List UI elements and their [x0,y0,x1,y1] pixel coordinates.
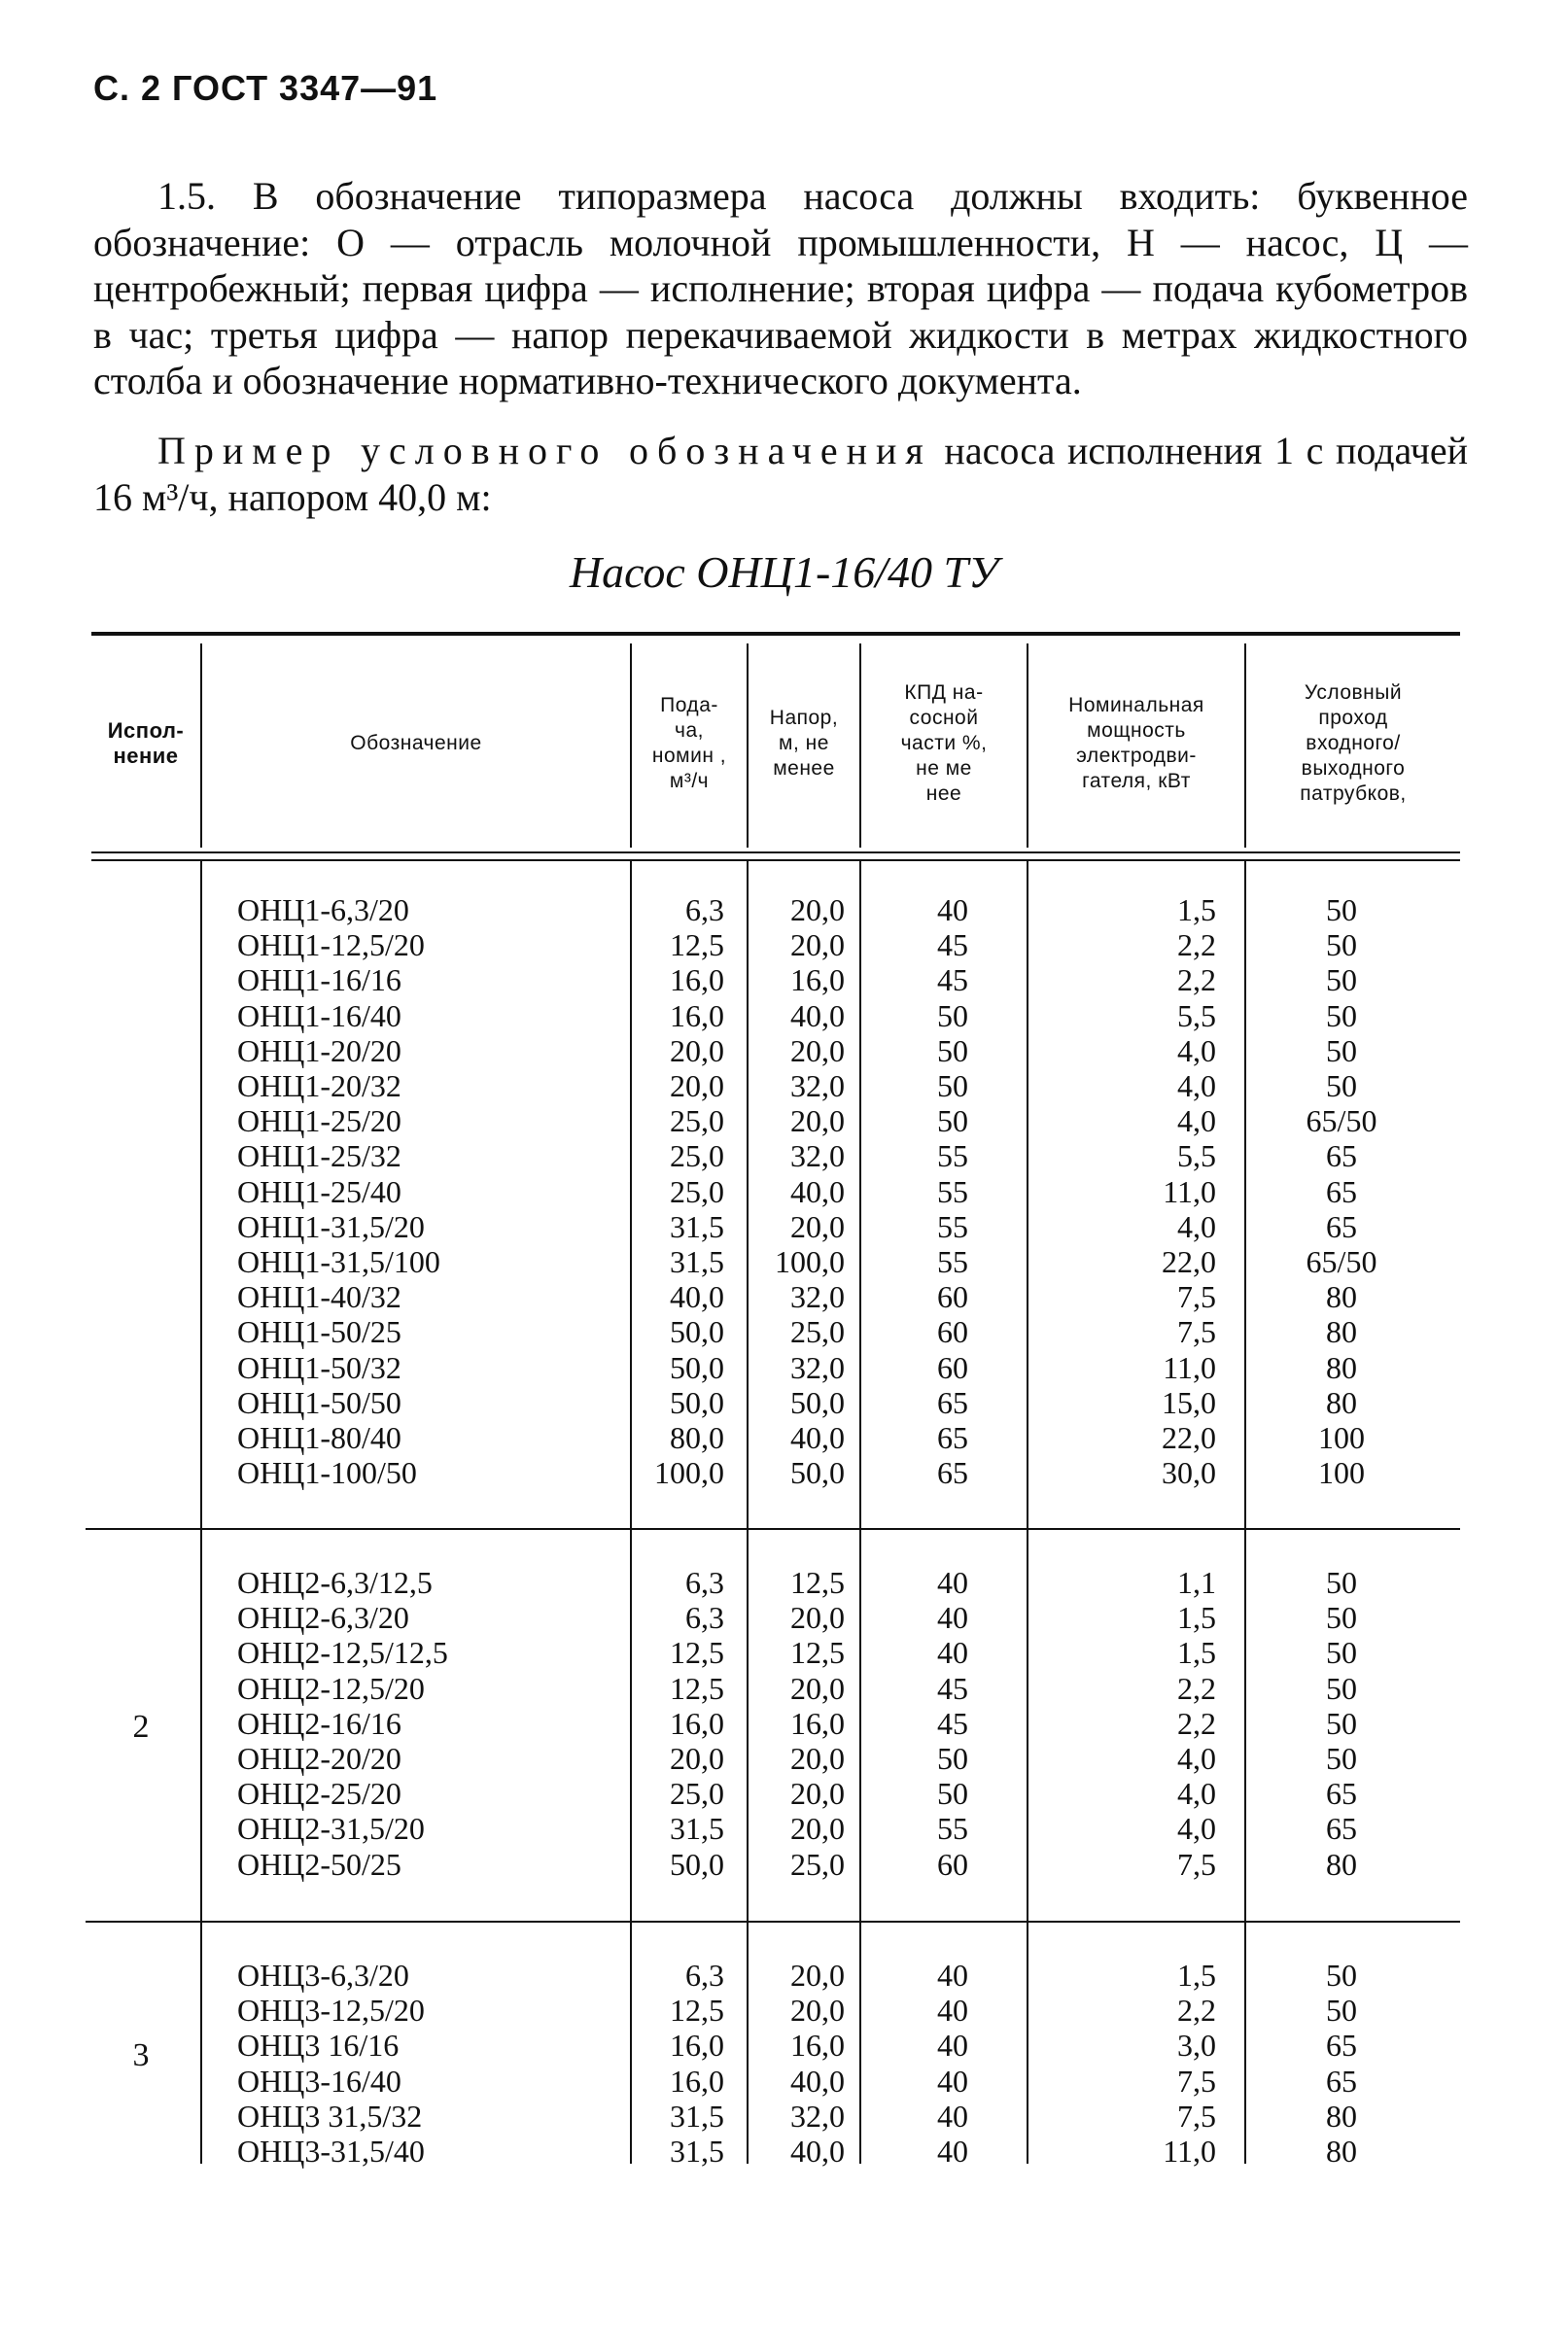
power-cell: 2,2 [1177,1705,1216,1741]
efficiency-cell: 40 [937,892,968,927]
header-designation: Обозначение [350,732,482,754]
power-cell: 4,0 [1177,1103,1216,1139]
efficiency-cell: 40 [937,1565,968,1600]
table-row [0,1811,1568,1846]
designation-cell: ОНЦ1-100/50 [237,1455,417,1491]
power-cell: 1,5 [1177,1600,1216,1636]
feed-cell: 100,0 [654,1455,724,1491]
head-cell: 20,0 [790,1600,845,1636]
table-row [0,2028,1568,2063]
table-row [0,998,1568,1033]
designation-cell: ОНЦ2-16/16 [237,1705,401,1741]
table-row [0,1138,1568,1173]
efficiency-cell: 55 [937,1208,968,1244]
table-row [0,1600,1568,1635]
feed-cell: 80,0 [670,1420,724,1455]
efficiency-cell: 45 [937,927,968,963]
feed-cell: 20,0 [670,1032,724,1068]
power-cell: 4,0 [1177,1032,1216,1068]
power-cell: 2,2 [1177,1670,1216,1706]
paragraph-1-5: 1.5. В обозначение типоразмера насоса должны входить: буквенное обозначение: О — отрасль молочной промышленности, Н — насос, Ц — центробежный; первая цифра — исполнение; вторая цифра — подача кубометров в час; третья цифра — напор перекачиваемой жидкости в метрах жидкостного столба и обозначение нормативно-технического документа. [93,174,1468,402]
pipe-cell: 65 [1326,1138,1357,1174]
group-label-2: 2 [132,1709,150,1745]
feed-cell: 50,0 [670,1349,724,1385]
pipe-cell: 50 [1326,1958,1357,1993]
efficiency-cell: 40 [937,1993,968,2029]
head-cell: 50,0 [790,1384,845,1420]
header-power: Номинальная мощность электродви- гателя, кВт [1068,694,1204,792]
power-cell: 4,0 [1177,1776,1216,1812]
designation-cell: ОНЦ3 16/16 [237,2028,400,2064]
designation-cell: ОНЦ1-25/40 [237,1173,401,1209]
head-cell: 12,5 [790,1635,845,1671]
power-cell: 7,5 [1177,1314,1216,1350]
pipe-cell: 65 [1326,1811,1357,1847]
table-row [0,1350,1568,1385]
table-row [0,1174,1568,1209]
paragraph-example [93,428,1468,520]
designation-cell: ОНЦ1-16/40 [237,997,401,1033]
designation-cell: ОНЦ2-6,3/12,5 [237,1565,433,1600]
pipe-cell: 65 [1326,1776,1357,1812]
designation-cell: ОНЦ2-12,5/12,5 [237,1635,448,1671]
power-cell: 2,2 [1177,962,1216,998]
designation-cell: ОНЦ2-31,5/20 [237,1811,425,1847]
group-rule-3 [86,1921,1460,1923]
efficiency-cell: 40 [937,2063,968,2099]
designation-cell: ОНЦ2-12,5/20 [237,1670,425,1706]
pipe-cell: 80 [1326,1846,1357,1882]
efficiency-cell: 55 [937,1244,968,1279]
feed-cell: 31,5 [670,2098,724,2134]
efficiency-cell: 40 [937,2028,968,2064]
pipe-cell: 65 [1326,2063,1357,2099]
designation-cell: ОНЦ3-12,5/20 [237,1993,425,2029]
pipe-cell: 65/50 [1306,1244,1377,1279]
head-cell: 20,0 [790,1811,845,1847]
table-row [0,1385,1568,1420]
feed-cell: 12,5 [670,1993,724,2029]
power-cell: 15,0 [1162,1384,1216,1420]
power-cell: 7,5 [1177,2098,1216,2134]
feed-cell: 31,5 [670,1811,724,1847]
table-row [0,2134,1568,2169]
efficiency-cell: 50 [937,1776,968,1812]
table-row [0,927,1568,962]
feed-cell: 50,0 [670,1846,724,1882]
head-cell: 32,0 [790,2098,845,2134]
table-row [0,1103,1568,1138]
table-row [0,1958,1568,1993]
pipe-cell: 50 [1326,962,1357,998]
table-row [0,1741,1568,1776]
efficiency-cell: 40 [937,2134,968,2169]
power-cell: 1,1 [1177,1565,1216,1600]
table-row [0,1635,1568,1670]
head-cell: 32,0 [790,1349,845,1385]
pipe-cell: 65 [1326,1173,1357,1209]
table-row [0,2099,1568,2134]
efficiency-cell: 45 [937,962,968,998]
pipe-cell: 80 [1326,1314,1357,1350]
table-row [0,1455,1568,1490]
table-header-rule-2 [91,859,1460,861]
pipe-cell: 50 [1326,927,1357,963]
feed-cell: 40,0 [670,1279,724,1315]
feed-cell: 16,0 [670,1705,724,1741]
feed-cell: 50,0 [670,1384,724,1420]
designation-cell: ОНЦ1-50/50 [237,1384,401,1420]
table-row [0,1565,1568,1600]
feed-cell: 6,3 [685,1958,724,1993]
pipe-cell: 65/50 [1306,1103,1377,1139]
efficiency-cell: 65 [937,1384,968,1420]
designation-cell: ОНЦ1-12,5/20 [237,927,425,963]
table-row [0,1671,1568,1706]
designation-cell: ОНЦ2-6,3/20 [237,1600,409,1636]
head-cell: 40,0 [790,1173,845,1209]
head-cell: 40,0 [790,2134,845,2169]
head-cell: 20,0 [790,1776,845,1812]
pipe-cell: 50 [1326,1670,1357,1706]
head-cell: 25,0 [790,1846,845,1882]
head-cell: 20,0 [790,892,845,927]
power-cell: 3,0 [1177,2028,1216,2064]
power-cell: 1,5 [1177,892,1216,927]
pipe-cell: 50 [1326,892,1357,927]
power-cell: 11,0 [1163,1173,1216,1209]
efficiency-cell: 50 [937,1103,968,1139]
table-row [0,1993,1568,2028]
power-cell: 22,0 [1162,1420,1216,1455]
designation-cell: ОНЦ1-25/32 [237,1138,401,1174]
head-cell: 32,0 [790,1279,845,1315]
header-execution: Испол- нение [107,718,185,768]
table-row [0,1420,1568,1455]
efficiency-cell: 65 [937,1455,968,1491]
power-cell: 2,2 [1177,1993,1216,2029]
feed-cell: 16,0 [670,2063,724,2099]
feed-cell: 25,0 [670,1138,724,1174]
power-cell: 4,0 [1177,1741,1216,1776]
table-row [0,1706,1568,1741]
feed-cell: 12,5 [670,1670,724,1706]
designation-cell: ОНЦ1-50/32 [237,1349,401,1385]
table-row [0,1244,1568,1279]
pipe-cell: 50 [1326,997,1357,1033]
efficiency-cell: 55 [937,1138,968,1174]
table-row [0,1279,1568,1314]
group-rule-2 [86,1528,1460,1530]
example-rest: насоса исполнения 1 с подачей 16 м³/ч, напором 40,0 м: [93,429,1468,519]
table-header-rule [91,851,1460,853]
head-cell: 20,0 [790,1032,845,1068]
designation-cell: ОНЦ1-40/32 [237,1279,401,1315]
pipe-cell: 50 [1326,1741,1357,1776]
feed-cell: 16,0 [670,2028,724,2064]
head-cell: 20,0 [790,1993,845,2029]
efficiency-cell: 50 [937,1032,968,1068]
feed-cell: 31,5 [670,1208,724,1244]
head-cell: 20,0 [790,1958,845,1993]
power-cell: 30,0 [1162,1455,1216,1491]
table-row [0,1033,1568,1068]
designation-cell: ОНЦ1-80/40 [237,1420,401,1455]
power-cell: 22,0 [1162,1244,1216,1279]
feed-cell: 31,5 [670,2134,724,2169]
head-cell: 20,0 [790,927,845,963]
head-cell: 20,0 [790,1103,845,1139]
head-cell: 16,0 [790,962,845,998]
head-cell: 16,0 [790,1705,845,1741]
table-row [0,2064,1568,2099]
power-cell: 11,0 [1163,2134,1216,2169]
efficiency-cell: 40 [937,1635,968,1671]
pipe-cell: 50 [1326,1705,1357,1741]
designation-cell: ОНЦ1-6,3/20 [237,892,409,927]
power-cell: 1,5 [1177,1635,1216,1671]
pipe-cell: 80 [1326,1279,1357,1315]
power-cell: 4,0 [1177,1068,1216,1103]
table-row [0,1776,1568,1811]
header-pipe: Условный проход входного/ выходного патрубков, [1300,681,1407,805]
feed-cell: 12,5 [670,927,724,963]
efficiency-cell: 50 [937,1068,968,1103]
head-cell: 20,0 [790,1670,845,1706]
designation-cell: ОНЦ2-25/20 [237,1776,401,1812]
power-cell: 11,0 [1163,1349,1216,1385]
efficiency-cell: 60 [937,1314,968,1350]
feed-cell: 6,3 [685,1600,724,1636]
table-row [0,962,1568,997]
pipe-cell: 80 [1326,2098,1357,2134]
power-cell: 7,5 [1177,1279,1216,1315]
efficiency-cell: 45 [937,1670,968,1706]
feed-cell: 25,0 [670,1776,724,1812]
head-cell: 12,5 [790,1565,845,1600]
pipe-cell: 100 [1318,1420,1365,1455]
head-cell: 25,0 [790,1314,845,1350]
power-cell: 5,5 [1177,997,1216,1033]
designation-cell: ОНЦ3-31,5/40 [237,2134,425,2169]
head-cell: 40,0 [790,2063,845,2099]
pipe-cell: 50 [1326,1635,1357,1671]
table-top-rule [91,632,1460,636]
head-cell: 40,0 [790,1420,845,1455]
head-cell: 100,0 [775,1244,845,1279]
designation-cell: ОНЦ1-31,5/20 [237,1208,425,1244]
pipe-cell: 65 [1326,2028,1357,2064]
example-designation: Насос ОНЦ1-16/40 ТУ [569,547,999,597]
power-cell: 7,5 [1177,2063,1216,2099]
table-row [0,1068,1568,1103]
efficiency-cell: 55 [937,1811,968,1847]
feed-cell: 20,0 [670,1741,724,1776]
designation-cell: ОНЦ3-16/40 [237,2063,401,2099]
efficiency-cell: 65 [937,1420,968,1455]
designation-cell: ОНЦ1-20/20 [237,1032,401,1068]
feed-cell: 6,3 [685,1565,724,1600]
table-row [0,892,1568,927]
pipe-cell: 50 [1326,1565,1357,1600]
pipe-cell: 50 [1326,1993,1357,2029]
feed-cell: 25,0 [670,1173,724,1209]
head-cell: 20,0 [790,1741,845,1776]
efficiency-cell: 60 [937,1846,968,1882]
efficiency-cell: 40 [937,2098,968,2134]
feed-cell: 50,0 [670,1314,724,1350]
pipe-cell: 80 [1326,2134,1357,2169]
designation-cell: ОНЦ1-25/20 [237,1103,401,1139]
header-head: Напор, м, не менее [769,707,839,780]
efficiency-cell: 60 [937,1279,968,1315]
head-cell: 32,0 [790,1068,845,1103]
designation-cell: ОНЦ1-31,5/100 [237,1244,440,1279]
efficiency-cell: 45 [937,1705,968,1741]
group-label-3: 3 [132,2037,150,2073]
efficiency-cell: 40 [937,1958,968,1993]
power-cell: 7,5 [1177,1846,1216,1882]
table-row [0,1847,1568,1882]
head-cell: 20,0 [790,1208,845,1244]
pipe-cell: 50 [1326,1600,1357,1636]
power-cell: 2,2 [1177,927,1216,963]
power-cell: 4,0 [1177,1208,1216,1244]
example-lead: Пример условного обозначения [157,429,932,472]
feed-cell: 16,0 [670,997,724,1033]
head-cell: 50,0 [790,1455,845,1491]
power-cell: 5,5 [1177,1138,1216,1174]
power-cell: 1,5 [1177,1958,1216,1993]
power-cell: 4,0 [1177,1811,1216,1847]
table-row [0,1209,1568,1244]
pipe-cell: 65 [1326,1208,1357,1244]
page-header: С. 2 ГОСТ 3347—91 [93,68,438,108]
efficiency-cell: 40 [937,1600,968,1636]
designation-cell: ОНЦ1-16/16 [237,962,401,998]
designation-cell: ОНЦ2-50/25 [237,1846,401,1882]
feed-cell: 25,0 [670,1103,724,1139]
designation-cell: ОНЦ1-50/25 [237,1314,401,1350]
table-row [0,1314,1568,1349]
header-feed: Пода- ча, номин , м³/ч [651,694,727,792]
designation-cell: ОНЦ3 31,5/32 [237,2098,423,2134]
designation-cell: ОНЦ2-20/20 [237,1741,401,1776]
pipe-cell: 80 [1326,1349,1357,1385]
efficiency-cell: 50 [937,1741,968,1776]
feed-cell: 31,5 [670,1244,724,1279]
head-cell: 40,0 [790,997,845,1033]
pipe-cell: 100 [1318,1455,1365,1491]
header-efficiency: КПД на- сосной части %, не ме нее [900,681,988,805]
designation-cell: ОНЦ3-6,3/20 [237,1958,409,1993]
efficiency-cell: 60 [937,1349,968,1385]
head-cell: 32,0 [790,1138,845,1174]
feed-cell: 12,5 [670,1635,724,1671]
feed-cell: 16,0 [670,962,724,998]
feed-cell: 20,0 [670,1068,724,1103]
efficiency-cell: 55 [937,1173,968,1209]
pipe-cell: 50 [1326,1032,1357,1068]
designation-cell: ОНЦ1-20/32 [237,1068,401,1103]
head-cell: 16,0 [790,2028,845,2064]
efficiency-cell: 50 [937,997,968,1033]
pipe-cell: 50 [1326,1068,1357,1103]
feed-cell: 6,3 [685,892,724,927]
pipe-cell: 80 [1326,1384,1357,1420]
